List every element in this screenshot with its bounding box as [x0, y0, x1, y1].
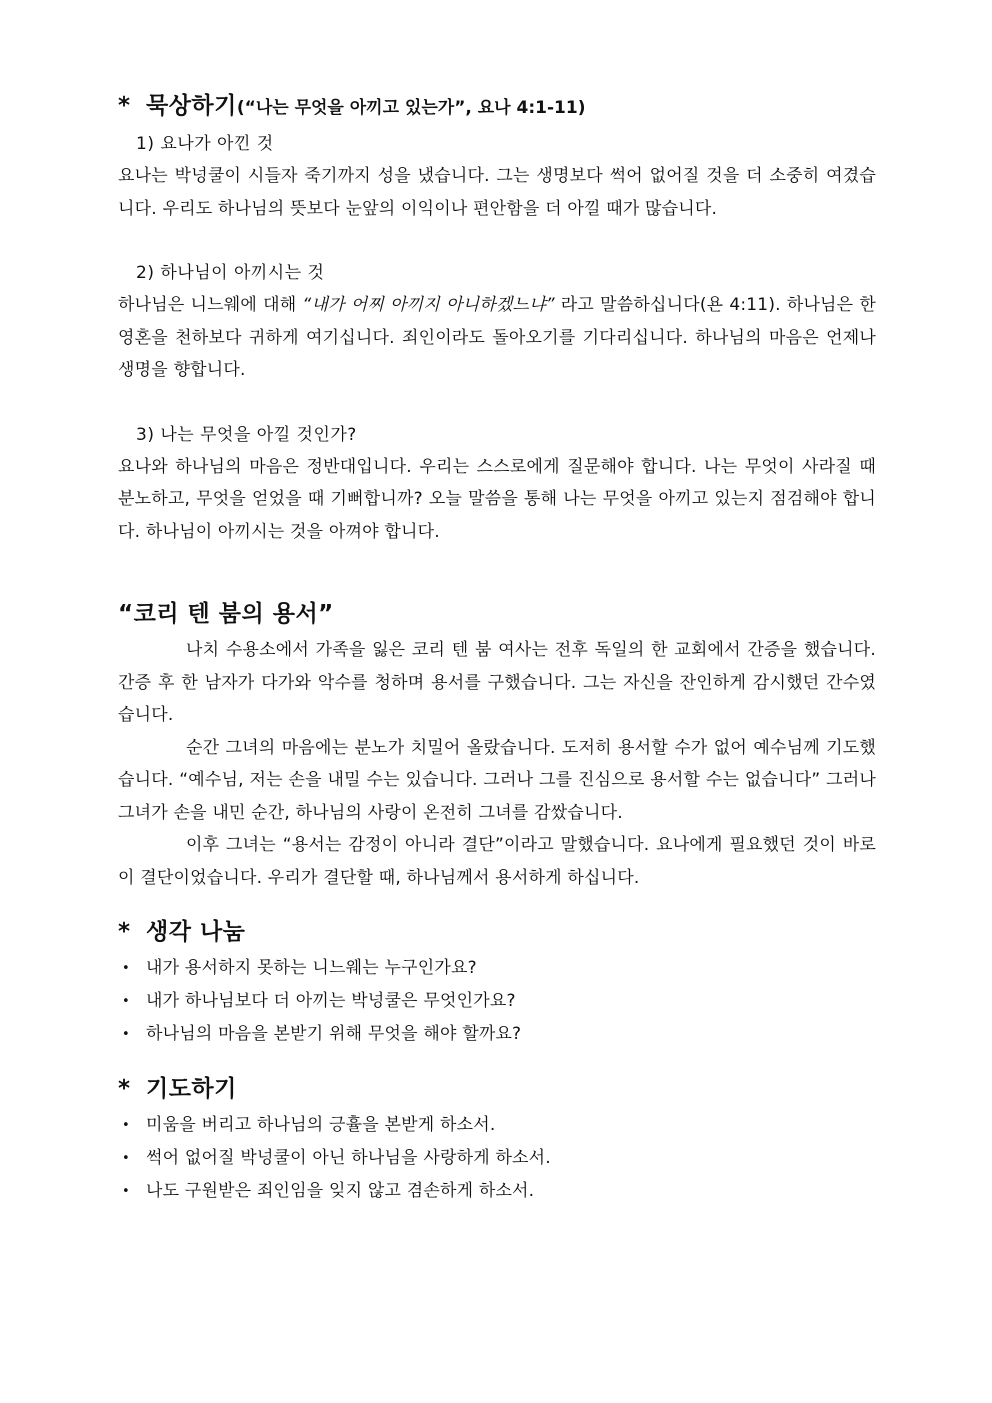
point-1-heading: 1) 요나가 아낀 것 [136, 134, 274, 154]
list-item-text: 나도 구원받은 죄인임을 잊지 않고 겸손하게 하소서. [146, 1181, 535, 1201]
point-2-body [118, 289, 876, 387]
sharing-title [118, 912, 876, 952]
star-bullet: * [118, 93, 131, 119]
story-paragraph: 순간 그녀의 마음에는 분노가 치밀어 올랐습니다. 도저히 용서할 수가 없어 예수님께 기도했습니다. “예수님, 저는 손을 내밀 수는 있습니다. 그러나 그를 진심으로 용서할 수는 없습니다” 그러나 그녀가 손을 내민 순간, 하나님의 사랑이 온전히 그녀를 감쌌습니다. [118, 737, 876, 823]
bullet-dot: • [122, 994, 130, 1009]
list-item [118, 952, 876, 985]
list-item [118, 1018, 876, 1051]
point-2-body-start: 하나님은 니느웨에 대해 [118, 295, 303, 315]
star-bullet: * [118, 1076, 131, 1102]
document-page [118, 86, 876, 1208]
star-bullet: * [118, 919, 131, 945]
spacer [118, 548, 876, 594]
point-3-heading: 3) 나는 무엇을 아낄 것인가? [136, 424, 357, 445]
bullet-dot: • [122, 1118, 130, 1133]
bullet-dot: • [122, 1027, 130, 1042]
list-item [118, 985, 876, 1018]
meditation-title-text: 묵상하기 [146, 93, 237, 119]
prayer-title-text: 기도하기 [146, 1076, 237, 1102]
meditation-subtitle: (“나는 무엇을 아끼고 있는가”, 요나 4:1-11) [236, 98, 586, 118]
spacer [118, 387, 876, 419]
sharing-list [118, 952, 876, 1051]
point-1-body: 요나는 박넝쿨이 시들자 죽기까지 성을 냈습니다. 그는 생명보다 썩어 없어질 것을 더 소중히 여겼습니다. 우리도 하나님의 뜻보다 눈앞의 이익이나 편안함을 더 아낄 때가 많습니다. [118, 166, 876, 219]
point-2-quote: “내가 어찌 아끼지 아니하겠느냐” [302, 295, 555, 315]
story-paragraph: 이후 그녀는 “용서는 감정이 아니라 결단”이라고 말했습니다. 요나에게 필요했던 것이 바로 이 결단이었습니다. 우리가 결단할 때, 하나님께서 용서하게 하십니다. [118, 835, 876, 888]
list-item-text: 썩어 없어질 박넝쿨이 아닌 하나님을 사랑하게 하소서. [146, 1148, 551, 1168]
story-title: “코리 텐 붐의 용서” [118, 601, 334, 627]
bullet-dot: • [122, 1151, 130, 1166]
point-2-body-end: 라고 말씀하십니다(욘 4:11). 하나님은 한 영혼을 천하보다 귀하게 여기십니다. 죄인이라도 돌아오기를 기다리십니다. 하나님의 마음은 언제나 생명을 향합니다. [118, 295, 876, 380]
meditation-title [118, 86, 876, 128]
list-item-text: 미움을 버리고 하나님의 긍휼을 본받게 하소서. [146, 1115, 496, 1135]
list-item [118, 1175, 876, 1208]
story-paragraph: 나치 수용소에서 가족을 잃은 코리 텐 붐 여사는 전후 독일의 한 교회에서 간증을 했습니다. 간증 후 한 남자가 다가와 악수를 청하며 용서를 구했습니다. 그는 자신을 잔인하게 감시했던 간수였습니다. [118, 640, 876, 725]
list-item-text: 내가 용서하지 못하는 니느웨는 누구인가요? [146, 958, 477, 978]
bullet-dot: • [122, 961, 130, 976]
bullet-dot: • [122, 1184, 130, 1199]
sharing-title-text: 생각 나눔 [146, 919, 246, 945]
list-item-text: 하나님의 마음을 본받기 위해 무엇을 해야 할까요? [146, 1024, 522, 1044]
spacer [118, 894, 876, 912]
prayer-list [118, 1109, 876, 1208]
spacer [118, 225, 876, 257]
list-item [118, 1109, 876, 1142]
spacer [118, 1051, 876, 1069]
point-2-heading: 2) 하나님이 아끼시는 것 [136, 263, 325, 283]
list-item [118, 1142, 876, 1175]
list-item-text: 내가 하나님보다 더 아끼는 박넝쿨은 무엇인가요? [146, 991, 516, 1011]
prayer-title [118, 1069, 876, 1109]
point-3-body: 요나와 하나님의 마음은 정반대입니다. 우리는 스스로에게 질문해야 합니다. 나는 무엇이 사라질 때 분노하고, 무엇을 얻었을 때 기뻐합니까? 오늘 말씀을 통해 나는 무엇을 아끼고 있는지 점검해야 합니다. 하나님이 아끼시는 것을 아껴야 합니다. [118, 456, 876, 542]
